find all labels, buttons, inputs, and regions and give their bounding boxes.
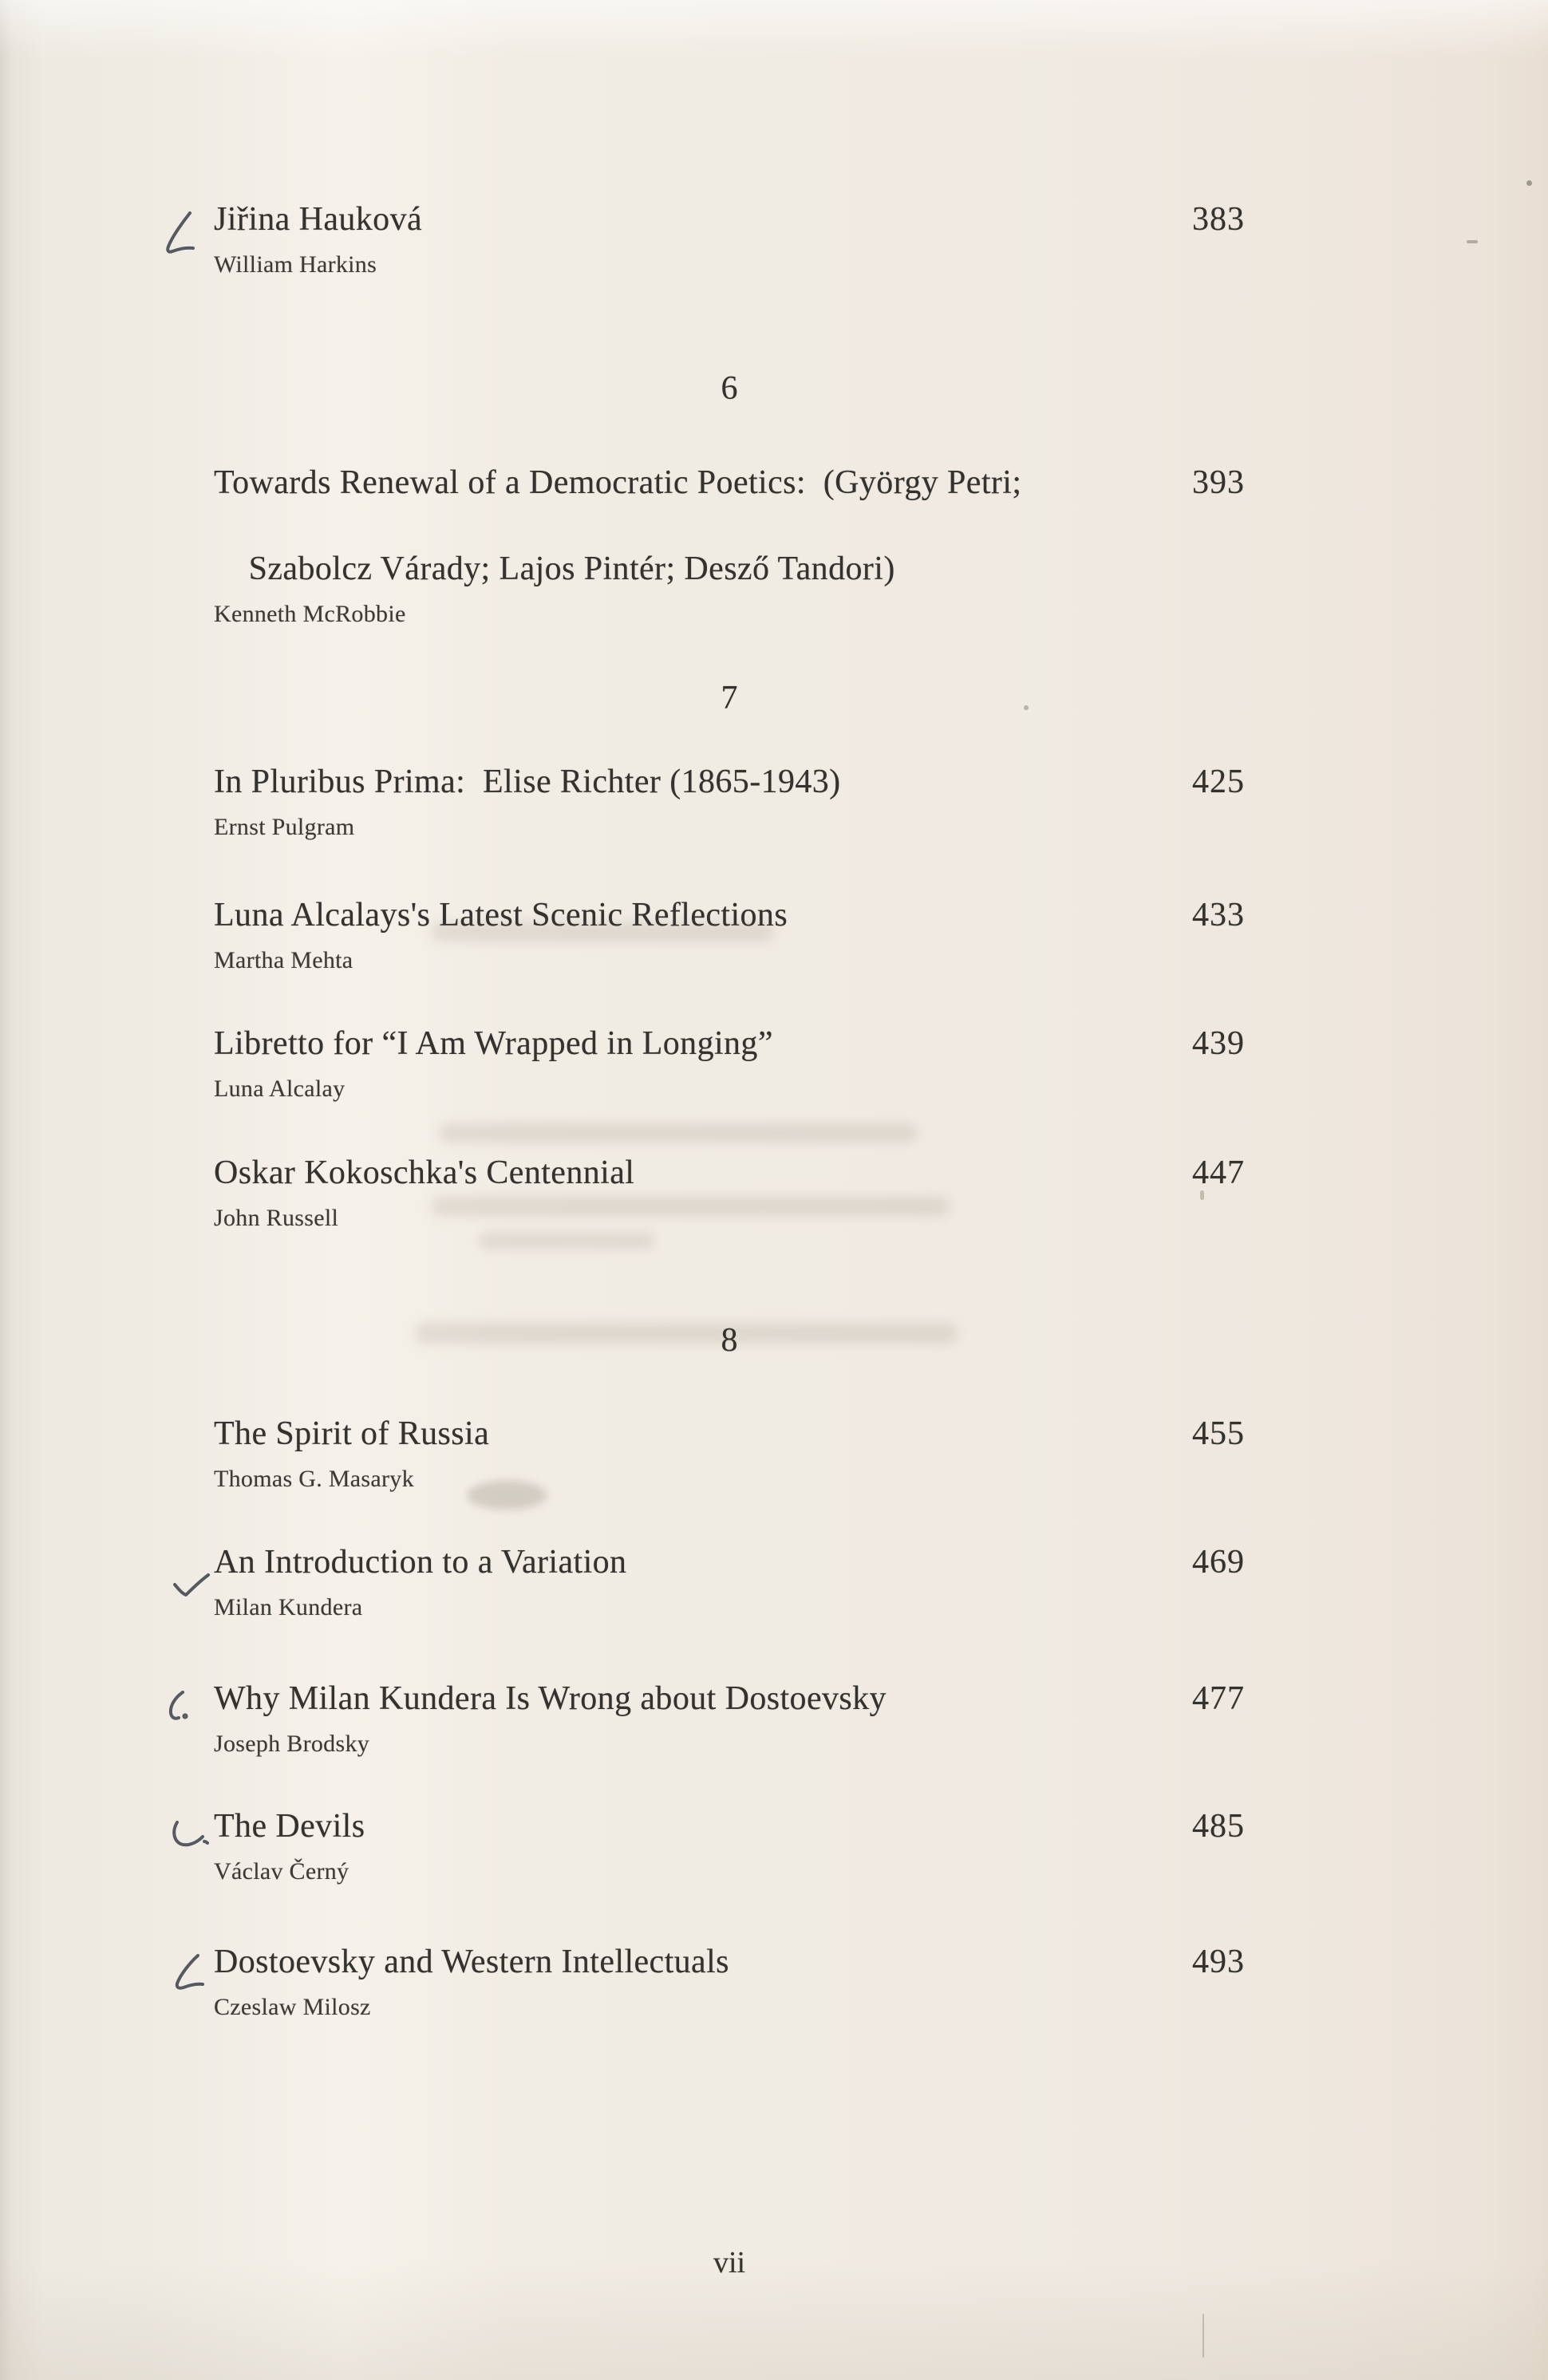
- pencil-check-mark: [171, 1953, 207, 1995]
- toc-entry: [214, 1940, 1245, 2022]
- entry-author: Joseph Brodsky: [214, 1731, 370, 1757]
- section-number: 7: [721, 680, 738, 716]
- entry-title: In Pluribus Prima: Elise Richter (1865-1943): [214, 764, 841, 800]
- pencil-check-mark: [172, 1572, 211, 1603]
- toc-entry: [214, 1022, 1245, 1103]
- scan-speck: [1526, 180, 1532, 186]
- entry-title: Oskar Kokoschka's Centennial: [214, 1154, 635, 1191]
- entry-page-number: 425: [1192, 764, 1245, 800]
- scan-speck: [1467, 240, 1478, 243]
- entry-author: Czeslaw Milosz: [214, 1994, 371, 2020]
- entry-author: Luna Alcalay: [214, 1076, 346, 1102]
- entry-page-number: 485: [1192, 1808, 1245, 1845]
- toc-entry: [214, 1541, 1245, 1622]
- entry-title: [214, 461, 1245, 590]
- entry-author: Thomas G. Masaryk: [214, 1466, 414, 1492]
- entry-author: Kenneth McRobbie: [214, 601, 406, 627]
- pencil-check-mark: [161, 211, 195, 261]
- pencil-check-mark: [169, 1819, 209, 1855]
- scan-scratch: [1202, 2314, 1204, 2358]
- entry-title: An Introduction to a Variation: [214, 1544, 627, 1581]
- toc-entry: [214, 760, 1245, 842]
- toc-entry: [214, 1151, 1245, 1233]
- section-number: 8: [721, 1322, 738, 1359]
- entry-page-number: 383: [1192, 201, 1245, 238]
- entry-title: Dostoevsky and Western Intellectuals: [214, 1944, 729, 1980]
- entry-author: Martha Mehta: [214, 947, 353, 973]
- entry-title: The Devils: [214, 1808, 365, 1845]
- entry-title-line1: Towards Renewal of a Democratic Poetics: (György Petri;: [214, 464, 1022, 501]
- entry-page-number: 493: [1192, 1944, 1245, 1980]
- pencil-check-mark: [164, 1690, 190, 1727]
- entry-author: Václav Černý: [214, 1858, 349, 1885]
- entry-title-line2: Szabolcz Várady; Lajos Pintér; Desző Tandori): [248, 551, 895, 587]
- entry-title: The Spirit of Russia: [214, 1415, 490, 1452]
- entry-author: Ernst Pulgram: [214, 814, 355, 840]
- section-number: 6: [721, 370, 738, 407]
- bleed-through-smudge: [439, 1123, 918, 1143]
- folio-page-number: vii: [713, 2246, 746, 2279]
- bleed-through-smudge: [479, 1233, 654, 1249]
- entry-page-number: 393: [1192, 464, 1245, 501]
- entry-page-number: 447: [1192, 1154, 1245, 1191]
- entry-page-number: 455: [1192, 1415, 1245, 1452]
- toc-entry: [214, 461, 1245, 629]
- entry-page-number: 469: [1192, 1544, 1245, 1581]
- toc-entry: [214, 1412, 1245, 1494]
- toc-entry: [214, 1677, 1245, 1758]
- entry-author: William Harkins: [214, 251, 377, 278]
- toc-entry: [214, 1805, 1245, 1886]
- entry-title: Why Milan Kundera Is Wrong about Dostoevsky: [214, 1680, 887, 1717]
- entry-title: Libretto for “I Am Wrapped in Longing”: [214, 1025, 773, 1062]
- entry-title: Jiřina Hauková: [214, 201, 423, 238]
- toc-entry: [214, 198, 1245, 279]
- toc-entry: [214, 894, 1245, 975]
- entry-page-number: 477: [1192, 1680, 1245, 1717]
- entry-title: Luna Alcalays's Latest Scenic Reflections: [214, 897, 788, 933]
- entry-author: John Russell: [214, 1205, 339, 1231]
- entry-author: Milan Kundera: [214, 1594, 363, 1620]
- entry-page-number: 439: [1192, 1025, 1245, 1062]
- entry-page-number: 433: [1192, 897, 1245, 933]
